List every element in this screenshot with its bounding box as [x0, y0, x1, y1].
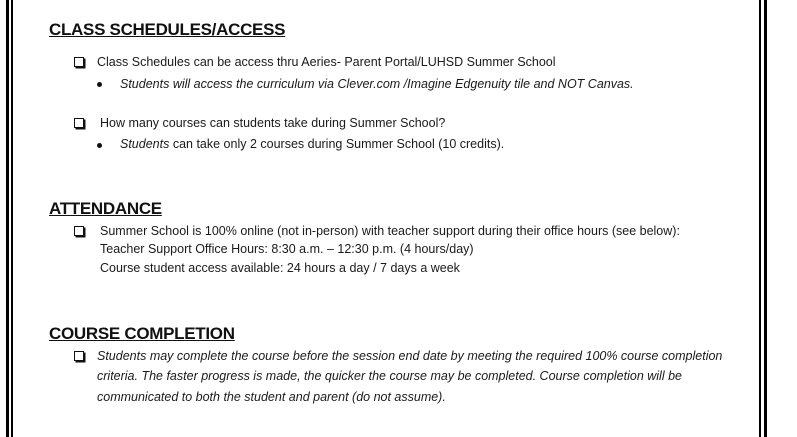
item-class-schedules-access: Class Schedules can be access thru Aeries- Parent Portal/LUHSD Summer School: [97, 55, 556, 69]
heading-attendance: ATTENDANCE: [49, 199, 162, 218]
sub-item-two-courses: [120, 135, 504, 154]
bullet-icon: [97, 143, 102, 148]
completion-line-3: communicated to both the student and parent (do not assume).: [97, 390, 446, 404]
sub-item-students-word: Students: [120, 137, 170, 151]
bullet-icon: [97, 82, 102, 87]
checkbox-icon: [74, 57, 84, 67]
item-how-many-courses: How many courses can students take during Summer School?: [100, 116, 446, 130]
completion-line-1: Students may complete the course before the session end date by meeting the required 100% course completion: [97, 349, 723, 363]
attendance-line-online: Summer School is 100% online (not in-person) with teacher support during their office hours (see below):: [100, 224, 680, 238]
heading-class-schedules: CLASS SCHEDULES/ACCESS: [49, 20, 286, 39]
completion-line-2: criteria. The faster progress is made, the quicker the course may be completed. Course completion will be: [97, 369, 682, 383]
checkbox-icon: [74, 226, 84, 236]
checkbox-icon: [74, 118, 84, 128]
sub-item-two-courses-rest: can take only 2 courses during Summer School (10 credits).: [169, 137, 505, 151]
sub-item-clever-access: Students will access the curriculum via Clever.com /Imagine Edgenuity tile and NOT Canvas.: [120, 77, 634, 91]
attendance-line-access: Course student access available: 24 hours a day / 7 days a week: [100, 261, 460, 275]
attendance-line-office-hours: Teacher Support Office Hours: 8:30 a.m. – 12:30 p.m. (4 hours/day): [100, 242, 474, 256]
heading-course-completion: COURSE COMPLETION: [49, 324, 235, 343]
checkbox-icon: [74, 351, 84, 361]
